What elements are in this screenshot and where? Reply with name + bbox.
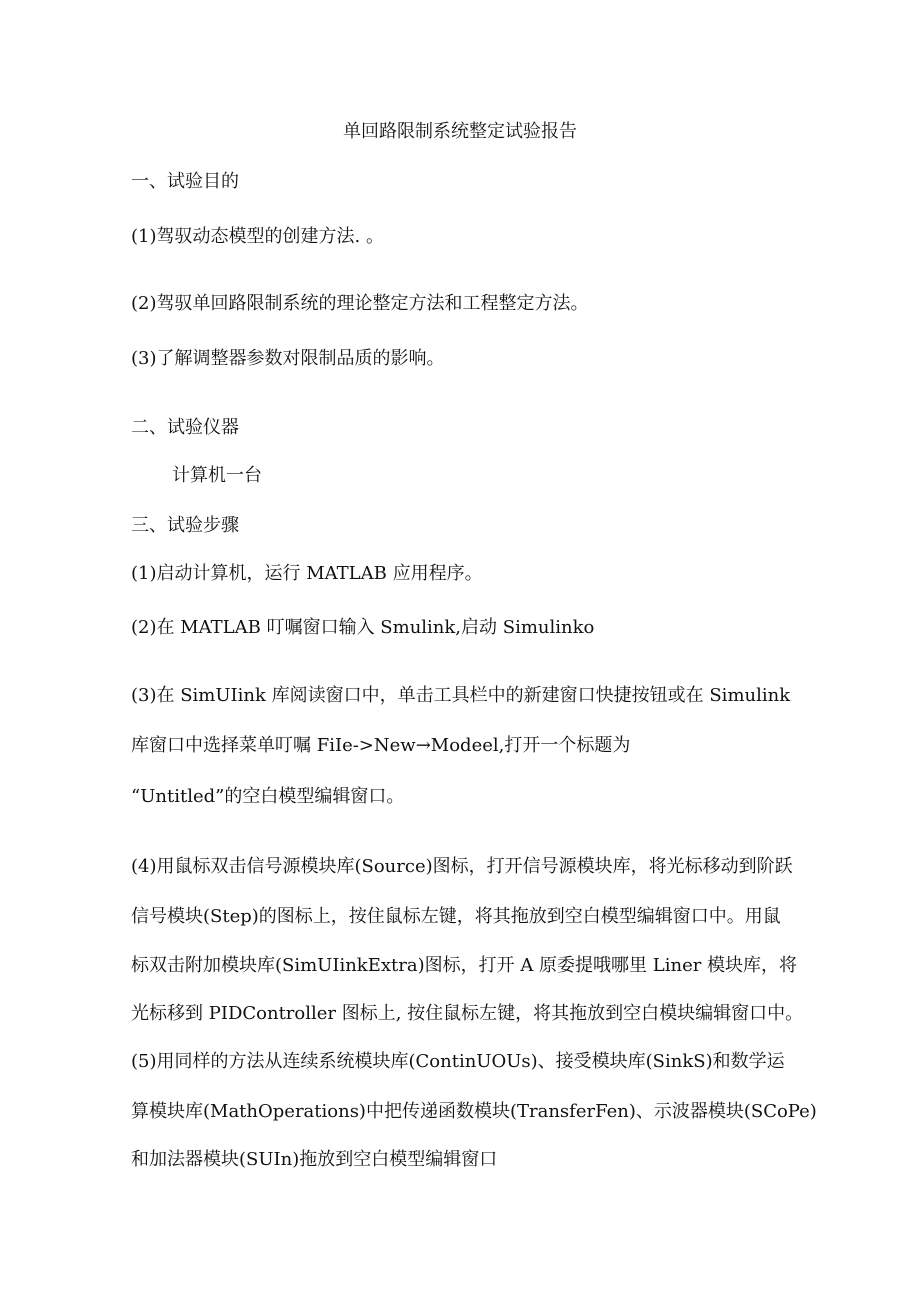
step-4-line-1: (4)用鼠标双击信号源模块库(Source)图标，打开信号源模块库，将光标移动到阶跃 — [131, 856, 793, 877]
step-4-line-4: 光标移到 PIDController 图标上, 按住鼠标左键，将其拖放到空白模块编辑窗口中。 — [131, 1003, 804, 1024]
section-heading-steps: 三、试验步骤 — [131, 515, 239, 536]
purpose-item-1: (1)驾驭动态模型的创建方法. 。 — [131, 226, 384, 247]
section-heading-instruments: 二、试验仪器 — [131, 417, 239, 438]
step-5-line-1: (5)用同样的方法从连续系统模块库(ContinUOUs)、接受模块库(SinkS)和数学运 — [131, 1051, 785, 1072]
purpose-item-2: (2)驾驭单回路限制系统的理论整定方法和工程整定方法。 — [131, 293, 589, 314]
step-4-line-3: 标双击附加模块库(SimUIinkExtra)图标，打开 A 原委提哦哪里 Liner 模块库，将 — [131, 955, 798, 976]
section-heading-purpose: 一、试验目的 — [131, 171, 239, 192]
step-1: (1)启动计算机，运行 MATLAB 应用程序。 — [131, 563, 483, 584]
step-5-line-2: 算模块库(MathOperations)中把传递函数模块(TransferFen)、示波器模块(SCoPe) — [131, 1101, 817, 1122]
step-5-line-3: 和加法器模块(SUIn)拖放到空白模型编辑窗口 — [131, 1149, 498, 1170]
step-3-line-1: (3)在 SimUIink 库阅读窗口中，单击工具栏中的新建窗口快捷按钮或在 Simulink — [131, 685, 791, 706]
step-4-line-2: 信号模块(Step)的图标上，按住鼠标左键，将其拖放到空白模型编辑窗口中。用鼠 — [131, 906, 781, 927]
step-2: (2)在 MATLAB 叮嘱窗口输入 Smulink,启动 Simulinko — [131, 617, 595, 638]
document-title: 单回路限制系统整定试验报告 — [343, 121, 577, 142]
purpose-item-3: (3)了解调整器参数对限制品质的影响。 — [131, 348, 445, 369]
step-3-line-2: 库窗口中选择菜单叮嘱 FiIe->New→Modeel,打开一个标题为 — [131, 735, 631, 756]
step-3-line-3: “Untitled”的空白模型编辑窗口。 — [131, 786, 405, 807]
instrument-item: 计算机一台 — [172, 465, 262, 486]
